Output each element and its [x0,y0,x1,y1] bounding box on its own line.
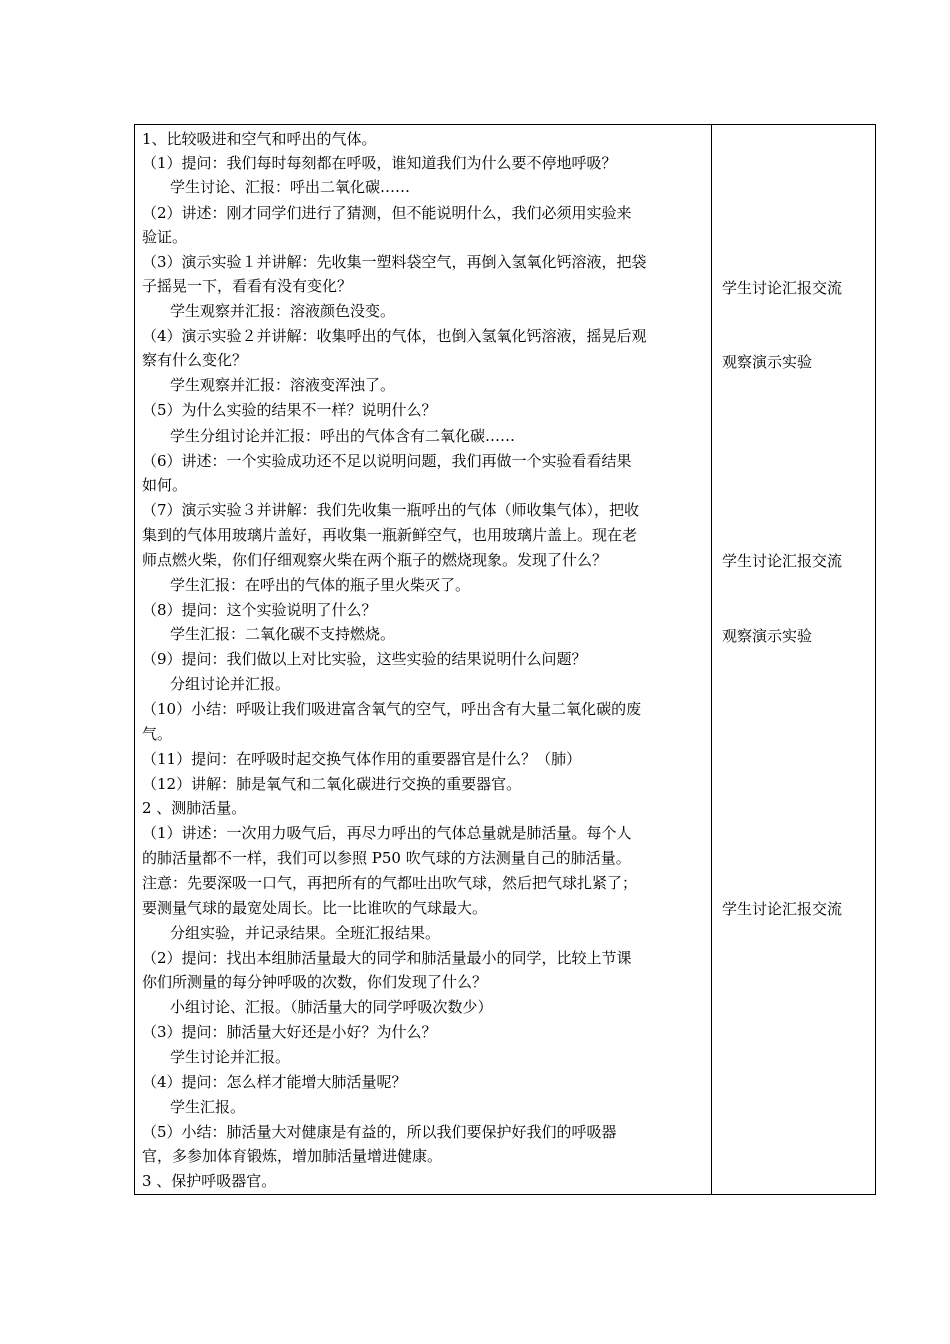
text-line: 学生讨论并汇报。 [170,1048,291,1066]
text-line: 学生讨论、汇报：呼出二氧化碳…… [170,178,411,196]
text-line: 要测量气球的最宽处周长。比一比谁吹的气球最大。 [142,899,488,917]
text-line: 你们所测量的每分钟呼吸的次数，你们发现了什么？ [142,973,488,991]
activity-note: 学生讨论汇报交流 [722,900,843,918]
text-line: 小组讨论、汇报。（肺活量大的同学呼吸次数少） [170,998,493,1016]
section-heading: 3 、保护呼吸器官。 [142,1172,277,1190]
text-line: （4）提问：怎么样才能增大肺活量呢？ [142,1073,407,1091]
text-line: （2）提问：找出本组肺活量最大的同学和肺活量最小的同学，比较上节课 [142,949,632,967]
text-line: 如何。 [142,476,188,494]
text-line: 注意：先要深吸一口气，再把所有的气都吐出吹气球，然后把气球扎紧了； [142,874,638,892]
text-line: 的肺活量都不一样，我们可以参照 P50 吹气球的方法测量自己的肺活量。 [142,849,631,867]
text-line: （3）提问：肺活量大好还是小好？为什么？ [142,1023,437,1041]
text-line: （12）讲解：肺是氧气和二氧化碳进行交换的重要器官。 [142,775,522,793]
text-line: 师点燃火柴，你们仔细观察火柴在两个瓶子的燃烧现象。发现了什么？ [142,551,608,569]
text-line: 学生汇报：在呼出的气体的瓶子里火柴灭了。 [170,576,471,594]
text-line: 学生观察并汇报：溶液颜色没变。 [170,302,396,320]
text-line: （7）演示实验３并讲解：我们先收集一瓶呼出的气体（师收集气体），把收 [142,501,640,519]
text-line: 官，多参加体育锻炼，增加肺活量增进健康。 [142,1147,443,1165]
text-line: 分组实验，并记录结果。全班汇报结果。 [170,924,441,942]
text-line: （9）提问：我们做以上对比实验，这些实验的结果说明什么问题？ [142,650,587,668]
text-line: （5）为什么实验的结果不一样？说明什么？ [142,401,437,419]
activity-note: 观察演示实验 [722,627,813,645]
text-line: （3）演示实验１并讲解：先收集一塑料袋空气，再倒入氢氧化钙溶液，把袋 [142,253,647,271]
activity-note: 学生讨论汇报交流 [722,279,843,297]
text-line: （5）小结：肺活量大对健康是有益的，所以我们要保护好我们的呼吸器 [142,1123,617,1141]
text-line: （10）小结：呼吸让我们吸进富含氧气的空气，呼出含有大量二氧化碳的废 [142,700,642,718]
text-line: （6）讲述：一个实验成功还不足以说明问题，我们再做一个实验看看结果 [142,452,632,470]
column-divider [711,124,712,1195]
text-line: （1）讲述：一次用力吸气后，再尽力呼出的气体总量就是肺活量。每个人 [142,824,632,842]
text-line: （11）提问：在呼吸时起交换气体作用的重要器官是什么？（肺） [142,750,582,768]
text-line: 子摇晃一下，看看有没有变化？ [142,277,353,295]
text-line: （8）提问：这个实验说明了什么？ [142,601,377,619]
text-line: 学生分组讨论并汇报：呼出的气体含有二氧化碳…… [170,427,516,445]
text-line: （2）讲述：刚才同学们进行了猜测，但不能说明什么，我们必须用实验来 [142,204,632,222]
section-heading: 2 、测肺活量。 [142,799,247,817]
text-line: 学生汇报。 [170,1098,246,1116]
text-line: 1、比较吸进和空气和呼出的气体。 [142,130,377,148]
text-line: 分组讨论并汇报。 [170,675,291,693]
text-line: 集到的气体用玻璃片盖好，再收集一瓶新鲜空气，也用玻璃片盖上。现在老 [142,526,638,544]
text-line: 察有什么变化？ [142,351,248,369]
text-line: 学生观察并汇报：溶液变浑浊了。 [170,376,396,394]
text-line: （1）提问：我们每时每刻都在呼吸，谁知道我们为什么要不停地呼吸？ [142,154,617,172]
text-line: 学生汇报：二氧化碳不支持燃烧。 [170,625,396,643]
activity-note: 观察演示实验 [722,353,813,371]
activity-note: 学生讨论汇报交流 [722,552,843,570]
text-line: （4）演示实验２并讲解：收集呼出的气体，也倒入氢氧化钙溶液，摇晃后观 [142,327,647,345]
text-line: 气。 [142,725,173,743]
text-line: 验证。 [142,228,188,246]
